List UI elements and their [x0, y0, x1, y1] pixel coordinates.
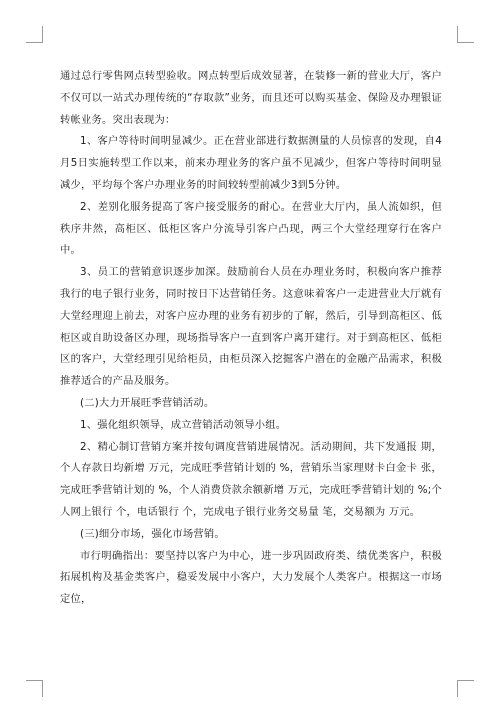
- paragraph: 3、员工的营销意识逐步加深。鼓励前台人员在办理业务时，积极向客户推荐我行的电子银行业务，同时按日下达营销任务。这意味着客户一走进营业大厅就有大堂经理迎上前去，对客户应办理的业务有初步的了解，然后，引导到高柜区、低柜区或自助设备区办理，现场指导客户一直到客户离开建行。对于到高柜区、低柜区的客户，大堂经理引见给柜员，由柜员深入挖掘客户潜在的金融产品需求，积极推荐适合的产品及服务。: [60, 266, 442, 388]
- paragraph: 市行明确指出：要坚持以客户为中心，进一步巩固政府类、绩优类客户，积极拓展机构及基金类客户，稳妥发展中小客户，大力发展个人类客户。根据这一市场定位，: [60, 549, 442, 606]
- section-heading: (三)细分市场，强化市场营销。: [80, 527, 225, 540]
- paragraph: 通过总行零售网点转型验收。网点转型后成效显著，在装修一新的营业大厅，客户不仅可以一站式办理传统的“存取款”业务，而且还可以购买基金、保险及办理银证转帐业务。突出表现为：: [60, 70, 442, 126]
- crop-mark-bottom-left: [26, 680, 43, 697]
- paragraph: 1、客户等待时间明显减少。正在营业部进行数据测量的人员惊喜的发现，自4月5日实施转型工作以来，前来办理业务的客户虽不见减少，但客户等待时间明显减少，平均每个客户办理业务的时间较转型前减少3到5分钟。: [60, 135, 442, 191]
- document-body: [60, 66, 442, 611]
- paragraph: 2、精心制订营销方案并按旬调度营销进展情况。活动期间，共下发通报 期，个人存款日均新增 万元，完成旺季营销计划的 %，营销乐当家理财卡白金卡 张，完成旺季营销计划的 %，个人消费贷款余额新增 万元，完成旺季营销计划的 %;个人网上银行 个，电话银行 个，完成电子银行业务交易量 笔，交易额为 万元。: [60, 440, 442, 518]
- crop-mark-top-right: [457, 26, 474, 43]
- crop-mark-bottom-right: [457, 680, 474, 697]
- section-heading: (二)大力开展旺季营销活动。: [80, 396, 215, 409]
- paragraph: 2、差别化服务提高了客户接受服务的耐心。在营业大厅内，虽人流如织，但秩序井然，高柜区、低柜区客户分流导引客户凸现，两三个大堂经理穿行在客户中。: [60, 200, 442, 257]
- crop-mark-top-left: [26, 26, 43, 43]
- paragraph: 1、强化组织领导，成立营销活动领导小组。: [80, 418, 287, 431]
